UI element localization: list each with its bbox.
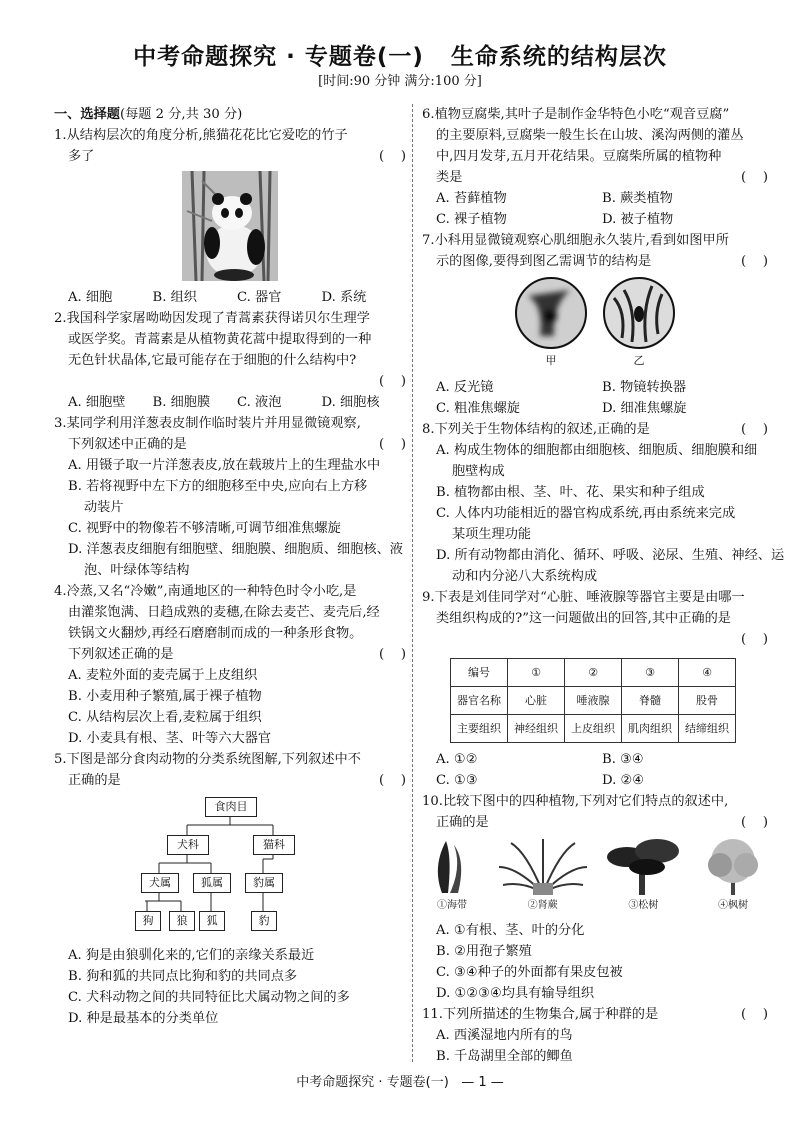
microscope-view-blurry [514, 276, 588, 350]
tree-species-wolf: 狼 [169, 911, 195, 931]
exam-meta: [时间:90 分钟 满分:100 分] [318, 74, 482, 89]
question-6: 6.植物豆腐柴,其叶子是制作金华特色小吃“观音豆腐” 的主要原料,豆腐柴一般生长在山坡、溪沟两侧的灌丛 中,四月发芽,五月开花结果。豆腐柴所属的植物种 类是 ( ) A. 苔藓植物 B. 蕨类植物 C. 裸子植物 D. 被子植物 [422, 107, 768, 227]
tree-family-felidae: 猫科 [253, 835, 295, 855]
section-heading: 一、选择题(每题 2 分,共 30 分) [54, 107, 243, 122]
question-9: 9.下表是刘佳同学对“心脏、唾液腺等器官主要是由哪一 类组织构成的?”这一问题做出的回答,其中正确的是 ( ) 编号 ① ② ③ ④ 器官名称 心脏 唾液腺 脊髓 股骨 主要组织 神经组织 上皮组织 肌肉组织 结缔组织 A. ①② B. ③④ C. ①③ D. ②④ [422, 590, 768, 788]
page-footer: 中考命题探究 · 专题卷(一) — 1 — [296, 1075, 504, 1090]
tree-genus-panthera: 豹属 [245, 873, 283, 893]
page-title: 中考命题探究 · 专题卷(一) 生命系统的结构层次 [133, 44, 667, 70]
question-10: 10.比较下图中的四种植物,下列对它们特点的叙述中, 正确的是 ( ) ①海带 ②肾蕨 ③松树 ④枫树 A. ①有根、茎、叶的分化 B. ②用孢子繁殖 C. ③④种子的外面都有果皮包被 D. ①②③④均具有输导组织 [422, 794, 768, 1001]
question-7: 7.小科用显微镜观察心肌细胞永久装片,看到如图甲所 示的图像,要得到图乙需调节的结构是 ( ) 甲 乙 A. 反光镜 B. 物镜转换器 C. 粗准焦螺旋 D. 细准焦螺旋 [422, 233, 768, 416]
tree-species-fox: 狐 [199, 911, 225, 931]
plant-figures: ①海带 ②肾蕨 ③松树 ④枫树 [422, 837, 768, 916]
question-11: 11.下列所描述的生物集合,属于种群的是 ( ) A. 西溪湿地内所有的鸟 B. 千岛湖里全部的鲫鱼 [422, 1007, 768, 1064]
question-8: 8.下列关于生物体结构的叙述,正确的是 ( ) A. 构成生物体的细胞都由细胞核、细胞质、细胞膜和细 胞壁构成 B. 植物都由根、茎、叶、花、果实和种子组成 C. 人体内功能相近的器官构成系统,再由系统来完成 某项生理功能 D. 所有动物都由消化、循环、呼吸、泌尿、生殖、神经、运 动和内分泌八大系统构成 [422, 422, 785, 584]
question-3: 3.某同学利用洋葱表皮制作临时装片并用显微镜观察, 下列叙述中正确的是 ( ) A. 用镊子取一片洋葱表皮,放在载玻片上的生理盐水中 B. 若将视野中左下方的细胞移至中央,应向右上方移 动装片 C. 视野中的物像若不够清晰,可调节细准焦螺旋 D. 洋葱表皮细胞有细胞壁、细胞膜、细胞质、细胞核、液 泡、叶绿体等结构 [54, 416, 406, 578]
left-column [54, 104, 406, 1029]
question-1: 1.从结构层次的角度分析,熊猫花花比它爱吃的竹子 多了 ( ) A. 细胞 B. 组织 C. 器官 D. 系统 [54, 125, 406, 308]
question-2: 2.我国科学家屠呦呦因发现了青蒿素获得诺贝尔生理学 或医学奖。青蒿素是从植物黄花蒿中提取得到的一种 无色针状晶体,它最可能存在于细胞的什么结构中? ( ) A. 细胞壁 B. 细胞膜 C. 液泡 D. 细胞核 [54, 311, 406, 410]
tree-order: 食肉目 [205, 797, 257, 817]
tree-species-dog: 狗 [135, 911, 161, 931]
question-5: 5.下图是部分食肉动物的分类系统图解,下列叙述中不 正确的是 ( ) 食肉目 犬科 猫科 犬属 狐属 豹属 狗 狼 狐 豹 A. 狗是由狼驯化来的,它们的亲缘关系最近 B. 狗和狐的共同点比狗和豹的共同点多 C. 犬科动物之间的共同特征比犬属动物之间的多 D. 种是最基本的分类单位 [54, 752, 406, 1026]
column-divider [412, 104, 413, 1062]
tree-family-canidae: 犬科 [167, 835, 209, 855]
pine-image [603, 837, 683, 895]
classification-tree [142, 797, 315, 937]
question-4: 4.冷蒸,又名“冷嫩”,南通地区的一种特色时令小吃,是 由灌浆饱满、日趋成熟的麦穗,在除去麦芒、麦壳后,经 铁锅文火翻炒,再经石磨磨制而成的一种条形食物。 下列叙述正确的是 ( ) A. 麦粒外面的麦壳属于上皮组织 B. 小麦用种子繁殖,属于裸子植物 C. 从结构层次上看,麦粒属于组织 D. 小麦具有根、茎、叶等六大器官 [54, 584, 406, 746]
fern-image [497, 837, 589, 895]
kelp-image [422, 837, 482, 895]
q1-option-a: A. 细胞 [68, 290, 113, 305]
maple-image [698, 837, 768, 895]
tree-genus-canis: 犬属 [141, 873, 179, 893]
organ-tissue-table: 编号 ① ② ③ ④ 器官名称 心脏 唾液腺 脊髓 股骨 主要组织 神经组织 上皮组织 肌肉组织 结缔组织 [450, 658, 736, 743]
right-column [422, 104, 785, 1067]
tree-genus-vulpes: 狐属 [193, 873, 231, 893]
tree-species-leopard: 豹 [251, 911, 277, 931]
panda-photo [182, 171, 278, 281]
microscope-view-clear [602, 276, 676, 350]
